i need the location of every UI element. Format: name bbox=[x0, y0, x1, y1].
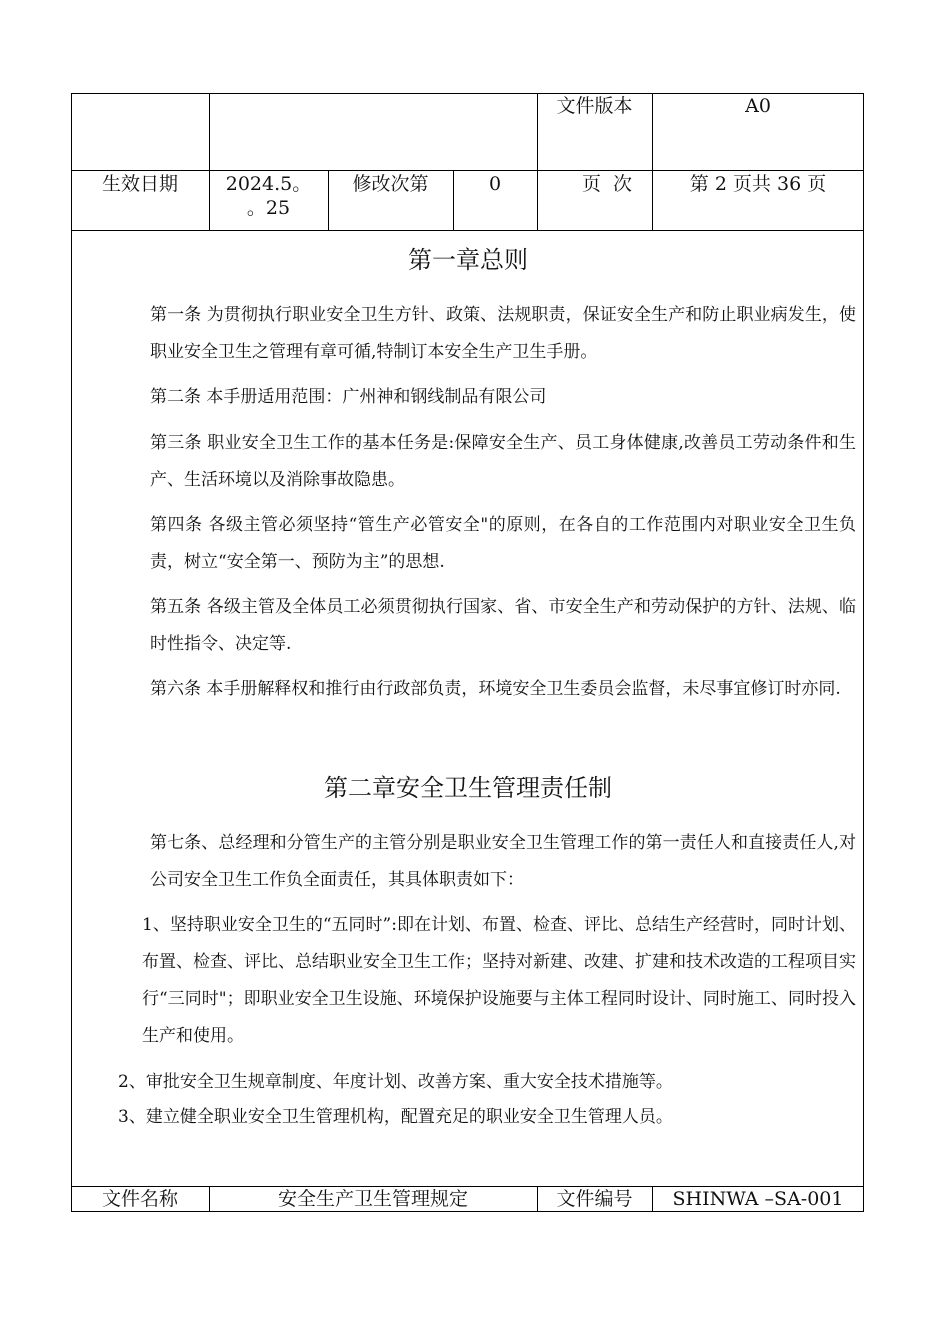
doc-no-label: 文件编号 bbox=[556, 1188, 633, 1210]
article-5: 第五条 各级主管及全体员工必须贯彻执行国家、省、市安全生产和劳动保护的方针、法规、临时性指令、决定等. bbox=[150, 597, 856, 654]
effective-date-line2: 。25 bbox=[246, 197, 291, 219]
version-label: 文件版本 bbox=[556, 95, 633, 117]
effective-date-value bbox=[209, 172, 328, 220]
effective-date-line1: 2024.5。 bbox=[225, 173, 312, 195]
duty-item-3: 3、建立健全职业安全卫生管理机构，配置充足的职业安全卫生管理人员。 bbox=[118, 1107, 673, 1127]
doc-name-label: 文件名称 bbox=[101, 1188, 178, 1210]
article-6: 第六条 本手册解释权和推行由行政部负责，环境安全卫生委员会监督，未尽事宜修订时亦同. bbox=[150, 679, 841, 699]
effective-date-label: 生效日期 bbox=[101, 173, 178, 195]
revision-value: 0 bbox=[488, 173, 502, 195]
article-7: 第七条、总经理和分管生产的主管分别是职业安全卫生管理工作的第一责任人和直接责任人,对公司安全卫生工作负全面责任，其具体职责如下： bbox=[150, 833, 856, 890]
article-3: 第三条 职业安全卫生工作的基本任务是:保障安全生产、员工身体健康,改善员工劳动条件和生产、生活环境以及消除事故隐患。 bbox=[150, 433, 856, 490]
duty-item-1: 1、坚持职业安全卫生的“五同时”:即在计划、布置、检查、评比、总结生产经营时，同时计划、布置、检查、评比、总结职业安全卫生工作；坚持对新建、改建、扩建和技术改造的工程项目实行“三同时"；即职业安全卫生设施、环境保护设施要与主体工程同时设计、同时施工、同时投入生产和使用。 bbox=[142, 915, 856, 1046]
header-bottom-divider bbox=[71, 230, 864, 231]
page-value: 第 2 页共 36 页 bbox=[689, 173, 827, 195]
article-1: 第一条 为贯彻执行职业安全卫生方针、政策、法规职责，保证安全生产和防止职业病发生，使职业安全卫生之管理有章可循,特制订本安全生产卫生手册。 bbox=[150, 305, 856, 362]
page-label: 页 次 bbox=[581, 173, 633, 195]
chapter1-title: 第一章总则 bbox=[408, 246, 528, 274]
doc-name-value: 安全生产卫生管理规定 bbox=[277, 1188, 468, 1210]
version-value: A0 bbox=[745, 95, 771, 117]
doc-no-value: SHINWA –SA-001 bbox=[672, 1188, 844, 1210]
article-4: 第四条 各级主管必须坚持“管生产必管安全"的原则，在各自的工作范围内对职业安全卫生负责，树立“安全第一、预防为主”的思想. bbox=[150, 515, 856, 572]
revision-label: 修改次第 bbox=[352, 173, 429, 195]
header-row-divider bbox=[71, 170, 864, 171]
duty-item-2: 2、审批安全卫生规章制度、年度计划、改善方案、重大安全技术措施等。 bbox=[118, 1072, 673, 1092]
article-2: 第二条 本手册适用范围：广州神和钢线制品有限公司 bbox=[150, 387, 547, 407]
chapter2-title: 第二章安全卫生管理责任制 bbox=[324, 774, 612, 802]
